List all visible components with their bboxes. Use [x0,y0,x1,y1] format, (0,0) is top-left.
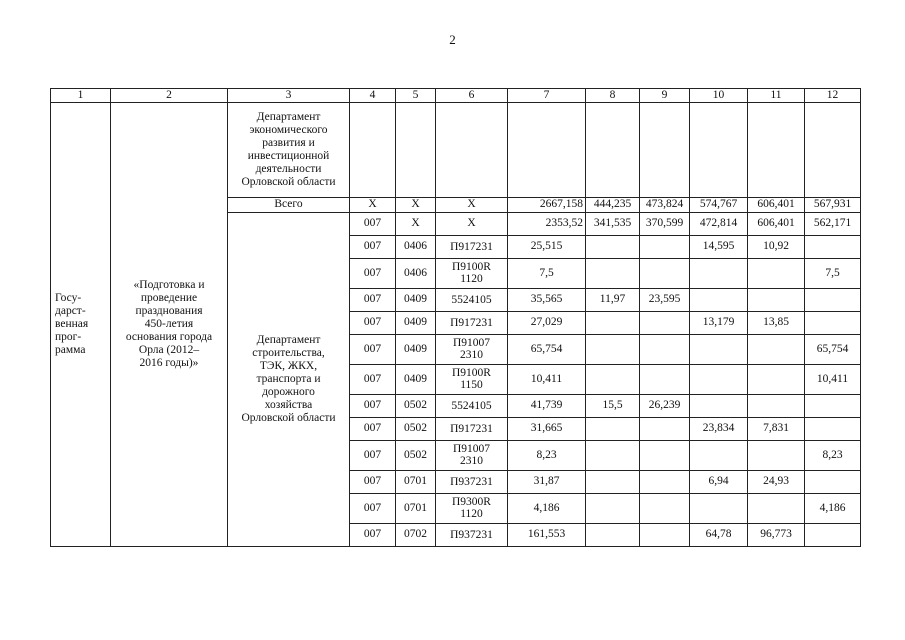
table-cell: 23,595 [640,288,690,311]
table-cell [586,258,640,288]
table-cell: 444,235 [586,197,640,212]
table-cell [586,493,640,523]
table-cell [350,102,396,197]
table-cell: 562,171 [805,212,861,235]
table-cell: 606,401 [748,197,805,212]
column-header: 5 [396,89,436,103]
table-cell [690,440,748,470]
table-cell [640,311,690,334]
table-cell: 007 [350,212,396,235]
table-cell: 0502 [396,417,436,440]
table-cell [640,258,690,288]
table-cell: 65,754 [508,334,586,364]
table-cell: 473,824 [640,197,690,212]
table-cell: Х [436,197,508,212]
table-cell: 25,515 [508,235,586,258]
table-cell: 0409 [396,364,436,394]
table-cell: 0409 [396,288,436,311]
table-cell [586,440,640,470]
table-cell: 007 [350,470,396,493]
column-number-row [51,89,861,103]
table-cell: 7,831 [748,417,805,440]
table-cell: 15,5 [586,394,640,417]
column-header: 6 [436,89,508,103]
table-cell: 0502 [396,394,436,417]
table-cell: 0406 [396,258,436,288]
table-cell: П9300R 1120 [436,493,508,523]
table-cell: 7,5 [805,258,861,288]
table-cell [586,311,640,334]
table-cell [640,523,690,546]
table-cell [690,334,748,364]
table-cell: 341,535 [586,212,640,235]
total-label: Всего [228,197,350,212]
table-cell [748,258,805,288]
table-cell [805,470,861,493]
column-header: 7 [508,89,586,103]
table-cell [805,235,861,258]
dept-economic-cell [228,102,350,197]
table-cell [586,102,640,197]
table-cell: 27,029 [508,311,586,334]
table-cell: 007 [350,394,396,417]
table-cell: 007 [350,523,396,546]
program-type-cell [51,102,111,546]
table-cell [586,417,640,440]
column-header: 2 [111,89,228,103]
table-cell [640,440,690,470]
table-cell: 24,93 [748,470,805,493]
table-cell [748,394,805,417]
table-cell: 10,411 [805,364,861,394]
table-cell: 007 [350,493,396,523]
table-cell: П91007 2310 [436,334,508,364]
column-header: 3 [228,89,350,103]
table-cell [748,364,805,394]
column-header: 8 [586,89,640,103]
table-cell [748,440,805,470]
program-type-label: Госу- дарст- венная прог- рамма [55,292,89,356]
column-header: 9 [640,89,690,103]
table-cell: 13,179 [690,311,748,334]
table-cell: П937231 [436,523,508,546]
table-cell: Х [396,197,436,212]
table-cell: 472,814 [690,212,748,235]
table-cell [690,258,748,288]
table-cell: 0502 [396,440,436,470]
table-cell: П9100R 1120 [436,258,508,288]
dept-construction-name: Департамент строительства, ТЭК, ЖКХ, транспорта и дорожного хозяйства Орловской области [241,334,336,424]
table-cell: 0409 [396,334,436,364]
table-cell [508,102,586,197]
table-cell: 0702 [396,523,436,546]
table-cell: 0701 [396,470,436,493]
budget-table [50,88,861,547]
table-cell [805,523,861,546]
table-cell: 5524105 [436,394,508,417]
table-cell [748,102,805,197]
dept-economic-name: Департамент экономического развития и инвестиционной деятельности Орловской области [241,111,336,188]
table-cell: 2353,52 [508,212,586,235]
column-header: 10 [690,89,748,103]
table-cell [586,235,640,258]
table-cell: 10,411 [508,364,586,394]
table-cell: 41,739 [508,394,586,417]
table-cell: 007 [350,364,396,394]
table-cell: 606,401 [748,212,805,235]
table-cell [748,493,805,523]
table-cell: 14,595 [690,235,748,258]
table-cell: 007 [350,440,396,470]
table-cell: Х [396,212,436,235]
table-cell: 5524105 [436,288,508,311]
table-cell [690,364,748,394]
table-cell: 13,85 [748,311,805,334]
table-cell: 2667,158 [508,197,586,212]
table-cell: 0409 [396,311,436,334]
table-cell [640,493,690,523]
table-cell: 31,87 [508,470,586,493]
table-cell: 8,23 [508,440,586,470]
table-cell: 007 [350,417,396,440]
table-cell [690,394,748,417]
table-cell: 7,5 [508,258,586,288]
table-cell: П9100R 1150 [436,364,508,394]
table-cell: 007 [350,235,396,258]
table-cell: 4,186 [805,493,861,523]
table-cell [640,102,690,197]
table-cell: 0701 [396,493,436,523]
table-cell: Х [350,197,396,212]
table-cell [640,364,690,394]
table-cell: 370,599 [640,212,690,235]
table-cell: 6,94 [690,470,748,493]
column-header: 12 [805,89,861,103]
table-cell [805,394,861,417]
table-cell [586,334,640,364]
table-cell: 007 [350,288,396,311]
table-cell: 567,931 [805,197,861,212]
dept-construction-cell [228,212,350,546]
table-cell [805,311,861,334]
table-cell [640,470,690,493]
table-cell [396,102,436,197]
table-cell [640,334,690,364]
table-cell: П917231 [436,417,508,440]
table-cell [805,102,861,197]
table-cell: 26,239 [640,394,690,417]
table-cell: 65,754 [805,334,861,364]
column-header: 1 [51,89,111,103]
table-cell: 007 [350,334,396,364]
table-cell [748,334,805,364]
table-cell: 96,773 [748,523,805,546]
table-cell: 007 [350,258,396,288]
table-cell [805,288,861,311]
column-header: 4 [350,89,396,103]
table-cell [690,493,748,523]
table-cell: 8,23 [805,440,861,470]
table-cell: 35,565 [508,288,586,311]
column-header: 11 [748,89,805,103]
table-cell: 10,92 [748,235,805,258]
table-cell: 23,834 [690,417,748,440]
table-cell [690,288,748,311]
table-cell: 64,78 [690,523,748,546]
table-cell [586,523,640,546]
table-cell: П917231 [436,311,508,334]
page-number: 2 [449,32,456,47]
table-cell: П937231 [436,470,508,493]
table-cell [436,102,508,197]
table-cell [586,470,640,493]
table-cell: 4,186 [508,493,586,523]
program-name-cell [111,102,228,546]
table-cell: 31,665 [508,417,586,440]
table-cell [748,288,805,311]
program-name: «Подготовка и проведение празднования 450-летия основания города Орла (2012– 2016 годы)» [125,279,213,369]
table-cell: 574,767 [690,197,748,212]
table-cell: 007 [350,311,396,334]
table-cell [640,235,690,258]
table-cell [805,417,861,440]
table-cell [690,102,748,197]
table-cell: Х [436,212,508,235]
dept-economic-row [51,102,861,197]
table-cell: П91007 2310 [436,440,508,470]
table-cell: 11,97 [586,288,640,311]
table-cell: П917231 [436,235,508,258]
table-cell: 0406 [396,235,436,258]
table-cell [640,417,690,440]
table-cell: 161,553 [508,523,586,546]
table-cell [586,364,640,394]
